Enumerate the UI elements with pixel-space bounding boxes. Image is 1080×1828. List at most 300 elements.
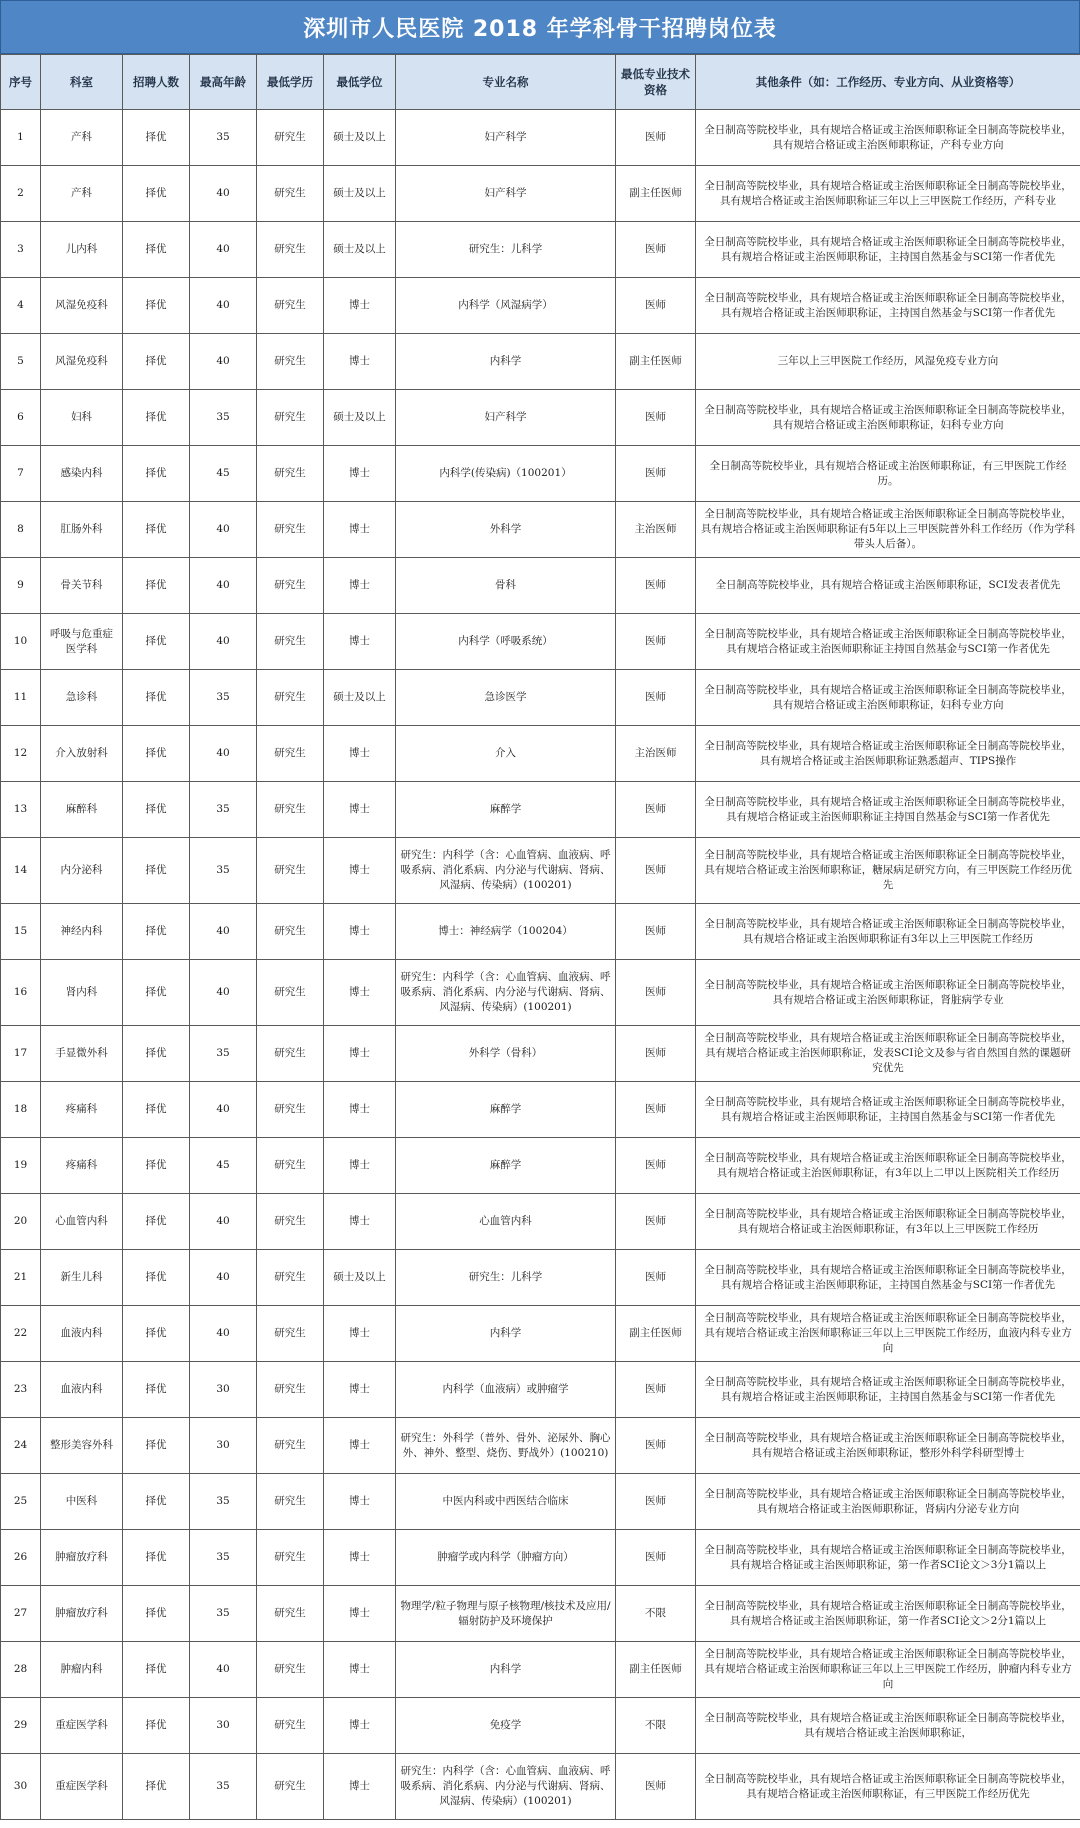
cell-other-conditions: 全日制高等院校毕业，具有规培合格证或主治医师职称证全日制高等院校毕业，具有规培合格证或主治医师职称证，有3年以上三甲医院工作经历 (696, 1194, 1080, 1250)
cell-min-degree: 博士 (324, 1026, 396, 1082)
table-row (1, 1362, 1080, 1418)
cell-max-age: 35 (190, 1530, 257, 1586)
cell-min-education: 研究生 (257, 390, 324, 446)
cell-min-education: 研究生 (257, 1250, 324, 1306)
cell-major: 介入 (396, 726, 616, 782)
cell-major: 麻醉学 (396, 1138, 616, 1194)
table-row (1, 1474, 1080, 1530)
cell-min-education: 研究生 (257, 1698, 324, 1754)
cell-department: 血液内科 (41, 1306, 123, 1362)
cell-count: 择优 (123, 838, 190, 904)
cell-other-conditions: 全日制高等院校毕业，具有规培合格证或主治医师职称证全日制高等院校毕业，具有规培合格证或主治医师职称证，主持国自然基金与SCI第一作者优先 (696, 222, 1080, 278)
cell-department: 骨关节科 (41, 558, 123, 614)
cell-major: 急诊医学 (396, 670, 616, 726)
cell-major: 妇产科学 (396, 390, 616, 446)
cell-department: 介入放射科 (41, 726, 123, 782)
cell-index: 15 (1, 904, 41, 960)
cell-index: 6 (1, 390, 41, 446)
cell-min-title: 医师 (616, 222, 696, 278)
cell-major: 研究生：儿科学 (396, 222, 616, 278)
cell-min-education: 研究生 (257, 1474, 324, 1530)
cell-max-age: 30 (190, 1418, 257, 1474)
cell-major: 内科学 (396, 334, 616, 390)
table-row (1, 166, 1080, 222)
cell-other-conditions: 全日制高等院校毕业，具有规培合格证或主治医师职称证全日制高等院校毕业，具有规培合格证或主治医师职称证三年以上三甲医院工作经历，肿瘤内科专业方向 (696, 1642, 1080, 1698)
cell-index: 29 (1, 1698, 41, 1754)
col-header-index: 序号 (1, 55, 41, 110)
cell-max-age: 35 (190, 1474, 257, 1530)
table-row (1, 278, 1080, 334)
table-row (1, 1138, 1080, 1194)
cell-min-degree: 博士 (324, 1586, 396, 1642)
cell-min-title: 医师 (616, 1194, 696, 1250)
col-header-min-degree: 最低学位 (324, 55, 396, 110)
cell-major: 博士：神经病学（100204） (396, 904, 616, 960)
cell-index: 21 (1, 1250, 41, 1306)
cell-max-age: 40 (190, 726, 257, 782)
cell-count: 择优 (123, 904, 190, 960)
cell-count: 择优 (123, 502, 190, 558)
cell-department: 急诊科 (41, 670, 123, 726)
cell-min-education: 研究生 (257, 502, 324, 558)
cell-major: 研究生：外科学（普外、骨外、泌尿外、胸心外、神外、整型、烧伤、野战外）(100210) (396, 1418, 616, 1474)
cell-index: 9 (1, 558, 41, 614)
cell-index: 28 (1, 1642, 41, 1698)
cell-min-title: 副主任医师 (616, 1306, 696, 1362)
cell-min-degree: 博士 (324, 726, 396, 782)
cell-max-age: 35 (190, 1754, 257, 1820)
cell-index: 1 (1, 110, 41, 166)
cell-department: 风湿免疫科 (41, 278, 123, 334)
cell-major: 骨科 (396, 558, 616, 614)
cell-count: 择优 (123, 1698, 190, 1754)
cell-count: 择优 (123, 558, 190, 614)
cell-count: 择优 (123, 278, 190, 334)
title-bar (0, 0, 1080, 54)
cell-min-degree: 博士 (324, 960, 396, 1026)
cell-count: 择优 (123, 1754, 190, 1820)
cell-min-title: 医师 (616, 614, 696, 670)
cell-department: 重症医学科 (41, 1754, 123, 1820)
cell-min-title: 医师 (616, 1138, 696, 1194)
cell-major: 内科学（呼吸系统） (396, 614, 616, 670)
table-row (1, 838, 1080, 904)
cell-other-conditions: 全日制高等院校毕业，具有规培合格证或主治医师职称证，有三甲医院工作经历。 (696, 446, 1080, 502)
page-title: 深圳市人民医院 2018 年学科骨干招聘岗位表 (303, 16, 777, 42)
cell-index: 16 (1, 960, 41, 1026)
cell-other-conditions: 三年以上三甲医院工作经历，风湿免疫专业方向 (696, 334, 1080, 390)
cell-major: 研究生：内科学（含：心血管病、血液病、呼吸系病、消化系病、内分泌与代谢病、肾病、风湿病、传染病）(100201) (396, 960, 616, 1026)
cell-index: 25 (1, 1474, 41, 1530)
cell-min-degree: 博士 (324, 614, 396, 670)
cell-major: 麻醉学 (396, 1082, 616, 1138)
cell-other-conditions: 全日制高等院校毕业，具有规培合格证或主治医师职称证全日制高等院校毕业，具有规培合格证或主治医师职称证，有3年以上二甲以上医院相关工作经历 (696, 1138, 1080, 1194)
cell-min-degree: 博士 (324, 1362, 396, 1418)
cell-min-degree: 博士 (324, 1530, 396, 1586)
cell-min-degree: 博士 (324, 558, 396, 614)
cell-count: 择优 (123, 166, 190, 222)
cell-count: 择优 (123, 1250, 190, 1306)
cell-min-education: 研究生 (257, 1642, 324, 1698)
cell-department: 麻醉科 (41, 782, 123, 838)
cell-department: 重症医学科 (41, 1698, 123, 1754)
table-row (1, 390, 1080, 446)
cell-count: 择优 (123, 1026, 190, 1082)
cell-department: 呼吸与危重症医学科 (41, 614, 123, 670)
cell-index: 11 (1, 670, 41, 726)
table-row (1, 1082, 1080, 1138)
cell-min-education: 研究生 (257, 1306, 324, 1362)
cell-other-conditions: 全日制高等院校毕业，具有规培合格证或主治医师职称证全日制高等院校毕业，具有规培合格证或主治医师职称证，整形外科学科研型博士 (696, 1418, 1080, 1474)
cell-min-title: 不限 (616, 1698, 696, 1754)
cell-min-education: 研究生 (257, 1362, 324, 1418)
cell-major: 研究生：内科学（含：心血管病、血液病、呼吸系病、消化系病、内分泌与代谢病、肾病、风湿病、传染病）(100201) (396, 838, 616, 904)
cell-other-conditions: 全日制高等院校毕业，具有规培合格证或主治医师职称证全日制高等院校毕业，具有规培合格证或主治医师职称证，妇科专业方向 (696, 390, 1080, 446)
table-row (1, 1586, 1080, 1642)
cell-major: 内科学（风湿病学） (396, 278, 616, 334)
cell-max-age: 45 (190, 446, 257, 502)
cell-min-degree: 博士 (324, 1138, 396, 1194)
cell-min-education: 研究生 (257, 446, 324, 502)
col-header-count: 招聘人数 (123, 55, 190, 110)
cell-count: 择优 (123, 222, 190, 278)
cell-department: 风湿免疫科 (41, 334, 123, 390)
table-row (1, 904, 1080, 960)
table-row (1, 334, 1080, 390)
table-row (1, 782, 1080, 838)
cell-major: 中医内科或中西医结合临床 (396, 1474, 616, 1530)
cell-min-title: 医师 (616, 278, 696, 334)
cell-other-conditions: 全日制高等院校毕业，具有规培合格证或主治医师职称证全日制高等院校毕业，具有规培合格证或主治医师职称证，发表SCI论文及参与省自然国自然的课题研究优先 (696, 1026, 1080, 1082)
cell-other-conditions: 全日制高等院校毕业，具有规培合格证或主治医师职称证全日制高等院校毕业，具有规培合格证或主治医师职称证，第一作者SCI论文＞3分1篇以上 (696, 1530, 1080, 1586)
cell-min-education: 研究生 (257, 1082, 324, 1138)
cell-min-title: 医师 (616, 110, 696, 166)
cell-other-conditions: 全日制高等院校毕业，具有规培合格证或主治医师职称证全日制高等院校毕业，具有规培合格证或主治医师职称证三年以上三甲医院工作经历，血液内科专业方向 (696, 1306, 1080, 1362)
cell-count: 择优 (123, 1082, 190, 1138)
cell-max-age: 35 (190, 838, 257, 904)
cell-count: 择优 (123, 1418, 190, 1474)
cell-min-degree: 博士 (324, 1698, 396, 1754)
cell-other-conditions: 全日制高等院校毕业，具有规培合格证或主治医师职称证全日制高等院校毕业，具有规培合格证或主治医师职称证，肾脏病学专业 (696, 960, 1080, 1026)
cell-min-education: 研究生 (257, 334, 324, 390)
cell-major: 内科学 (396, 1306, 616, 1362)
cell-count: 择优 (123, 1194, 190, 1250)
cell-count: 择优 (123, 390, 190, 446)
cell-min-degree: 硕士及以上 (324, 166, 396, 222)
cell-min-title: 医师 (616, 670, 696, 726)
cell-index: 22 (1, 1306, 41, 1362)
cell-index: 24 (1, 1418, 41, 1474)
cell-major: 肿瘤学或内科学（肿瘤方向） (396, 1530, 616, 1586)
cell-department: 产科 (41, 110, 123, 166)
cell-min-title: 医师 (616, 960, 696, 1026)
cell-max-age: 40 (190, 614, 257, 670)
cell-other-conditions: 全日制高等院校毕业，具有规培合格证或主治医师职称证全日制高等院校毕业，具有规培合格证或主治医师职称证，主持国自然基金与SCI第一作者优先 (696, 278, 1080, 334)
cell-major: 内科学 (396, 1642, 616, 1698)
cell-min-education: 研究生 (257, 166, 324, 222)
cell-min-education: 研究生 (257, 1754, 324, 1820)
cell-count: 择优 (123, 110, 190, 166)
cell-max-age: 40 (190, 904, 257, 960)
cell-min-education: 研究生 (257, 838, 324, 904)
cell-max-age: 40 (190, 960, 257, 1026)
cell-department: 疼痛科 (41, 1082, 123, 1138)
cell-max-age: 40 (190, 558, 257, 614)
cell-major: 麻醉学 (396, 782, 616, 838)
cell-min-education: 研究生 (257, 726, 324, 782)
cell-max-age: 45 (190, 1138, 257, 1194)
cell-department: 妇科 (41, 390, 123, 446)
cell-major: 外科学（骨科） (396, 1026, 616, 1082)
cell-department: 中医科 (41, 1474, 123, 1530)
table-row (1, 960, 1080, 1026)
cell-count: 择优 (123, 670, 190, 726)
cell-min-education: 研究生 (257, 960, 324, 1026)
header-row (1, 55, 1080, 110)
cell-other-conditions: 全日制高等院校毕业，具有规培合格证或主治医师职称证全日制高等院校毕业，具有规培合格证或主治医师职称证，主持国自然基金与SCI第一作者优先 (696, 1250, 1080, 1306)
cell-max-age: 40 (190, 166, 257, 222)
cell-department: 整形美容外科 (41, 1418, 123, 1474)
cell-department: 新生儿科 (41, 1250, 123, 1306)
cell-count: 择优 (123, 446, 190, 502)
cell-max-age: 40 (190, 502, 257, 558)
cell-min-title: 不限 (616, 1586, 696, 1642)
cell-min-degree: 博士 (324, 278, 396, 334)
cell-min-title: 医师 (616, 1474, 696, 1530)
table-row (1, 110, 1080, 166)
cell-other-conditions: 全日制高等院校毕业，具有规培合格证或主治医师职称证全日制高等院校毕业，具有规培合格证或主治医师职称证，有三甲医院工作经历优先 (696, 1754, 1080, 1820)
cell-index: 7 (1, 446, 41, 502)
cell-min-degree: 博士 (324, 904, 396, 960)
cell-department: 肿瘤内科 (41, 1642, 123, 1698)
cell-other-conditions: 全日制高等院校毕业，具有规培合格证或主治医师职称证，SCI发表者优先 (696, 558, 1080, 614)
table-row (1, 1194, 1080, 1250)
table-row (1, 1530, 1080, 1586)
cell-min-degree: 硕士及以上 (324, 1250, 396, 1306)
cell-min-education: 研究生 (257, 1026, 324, 1082)
cell-index: 17 (1, 1026, 41, 1082)
cell-index: 5 (1, 334, 41, 390)
cell-count: 择优 (123, 1530, 190, 1586)
cell-max-age: 35 (190, 390, 257, 446)
cell-major: 妇产科学 (396, 166, 616, 222)
cell-max-age: 35 (190, 1586, 257, 1642)
cell-department: 心血管内科 (41, 1194, 123, 1250)
positions-table (0, 54, 1080, 1820)
cell-min-title: 医师 (616, 1362, 696, 1418)
cell-min-title: 医师 (616, 558, 696, 614)
cell-min-degree: 博士 (324, 838, 396, 904)
cell-min-title: 主治医师 (616, 726, 696, 782)
cell-min-title: 医师 (616, 446, 696, 502)
cell-other-conditions: 全日制高等院校毕业，具有规培合格证或主治医师职称证全日制高等院校毕业，具有规培合格证或主治医师职称证，产科专业方向 (696, 110, 1080, 166)
col-header-min-education: 最低学历 (257, 55, 324, 110)
cell-index: 19 (1, 1138, 41, 1194)
cell-min-degree: 博士 (324, 334, 396, 390)
cell-other-conditions: 全日制高等院校毕业，具有规培合格证或主治医师职称证全日制高等院校毕业，具有规培合格证或主治医师职称证， (696, 1698, 1080, 1754)
cell-department: 血液内科 (41, 1362, 123, 1418)
cell-min-title: 医师 (616, 1418, 696, 1474)
cell-other-conditions: 全日制高等院校毕业，具有规培合格证或主治医师职称证全日制高等院校毕业，具有规培合格证或主治医师职称证主持国自然基金与SCI第一作者优先 (696, 614, 1080, 670)
cell-max-age: 40 (190, 1306, 257, 1362)
cell-min-degree: 博士 (324, 782, 396, 838)
cell-other-conditions: 全日制高等院校毕业，具有规培合格证或主治医师职称证全日制高等院校毕业，具有规培合格证或主治医师职称证，主持国自然基金与SCI第一作者优先 (696, 1362, 1080, 1418)
cell-max-age: 40 (190, 1082, 257, 1138)
cell-index: 13 (1, 782, 41, 838)
cell-index: 10 (1, 614, 41, 670)
cell-min-title: 副主任医师 (616, 1642, 696, 1698)
cell-department: 内分泌科 (41, 838, 123, 904)
cell-count: 择优 (123, 1138, 190, 1194)
cell-min-education: 研究生 (257, 614, 324, 670)
table-row (1, 222, 1080, 278)
cell-department: 肿瘤放疗科 (41, 1586, 123, 1642)
cell-department: 产科 (41, 166, 123, 222)
cell-min-title: 医师 (616, 1754, 696, 1820)
cell-department: 肛肠外科 (41, 502, 123, 558)
cell-min-degree: 博士 (324, 1194, 396, 1250)
cell-min-title: 医师 (616, 1530, 696, 1586)
cell-max-age: 30 (190, 1362, 257, 1418)
cell-major: 物理学/粒子物理与原子核物理/核技术及应用/辐射防护及环境保护 (396, 1586, 616, 1642)
cell-other-conditions: 全日制高等院校毕业，具有规培合格证或主治医师职称证全日制高等院校毕业，具有规培合格证或主治医师职称证主持国自然基金与SCI第一作者优先 (696, 782, 1080, 838)
cell-index: 8 (1, 502, 41, 558)
cell-index: 12 (1, 726, 41, 782)
col-header-department: 科室 (41, 55, 123, 110)
cell-count: 择优 (123, 334, 190, 390)
cell-min-education: 研究生 (257, 1138, 324, 1194)
cell-max-age: 35 (190, 110, 257, 166)
cell-other-conditions: 全日制高等院校毕业，具有规培合格证或主治医师职称证全日制高等院校毕业，具有规培合格证或主治医师职称证有5年以上三甲医院普外科工作经历（作为学科带头人后备）。 (696, 502, 1080, 558)
cell-min-education: 研究生 (257, 782, 324, 838)
cell-max-age: 30 (190, 1698, 257, 1754)
cell-other-conditions: 全日制高等院校毕业，具有规培合格证或主治医师职称证全日制高等院校毕业，具有规培合格证或主治医师职称证三年以上三甲医院工作经历，产科专业 (696, 166, 1080, 222)
cell-index: 3 (1, 222, 41, 278)
cell-major: 心血管内科 (396, 1194, 616, 1250)
cell-min-title: 医师 (616, 904, 696, 960)
cell-department: 肿瘤放疗科 (41, 1530, 123, 1586)
cell-min-degree: 博士 (324, 1754, 396, 1820)
cell-min-education: 研究生 (257, 558, 324, 614)
cell-other-conditions: 全日制高等院校毕业，具有规培合格证或主治医师职称证全日制高等院校毕业，具有规培合格证或主治医师职称证，肾病内分泌专业方向 (696, 1474, 1080, 1530)
cell-major: 外科学 (396, 502, 616, 558)
cell-department: 感染内科 (41, 446, 123, 502)
cell-min-education: 研究生 (257, 278, 324, 334)
cell-max-age: 35 (190, 670, 257, 726)
cell-count: 择优 (123, 1362, 190, 1418)
cell-major: 内科学(传染病)（100201） (396, 446, 616, 502)
cell-max-age: 40 (190, 1250, 257, 1306)
cell-min-title: 医师 (616, 782, 696, 838)
cell-max-age: 35 (190, 1026, 257, 1082)
cell-min-degree: 博士 (324, 1474, 396, 1530)
cell-min-title: 医师 (616, 390, 696, 446)
cell-max-age: 40 (190, 334, 257, 390)
table-row (1, 1642, 1080, 1698)
cell-max-age: 40 (190, 1642, 257, 1698)
cell-other-conditions: 全日制高等院校毕业，具有规培合格证或主治医师职称证全日制高等院校毕业，具有规培合格证或主治医师职称证熟悉超声、TIPS操作 (696, 726, 1080, 782)
cell-count: 择优 (123, 782, 190, 838)
cell-min-education: 研究生 (257, 110, 324, 166)
cell-index: 30 (1, 1754, 41, 1820)
col-header-other-conditions: 其他条件（如：工作经历、专业方向、从业资格等） (696, 55, 1080, 110)
table-row (1, 1698, 1080, 1754)
cell-max-age: 40 (190, 278, 257, 334)
cell-min-education: 研究生 (257, 1194, 324, 1250)
cell-min-education: 研究生 (257, 222, 324, 278)
cell-count: 择优 (123, 1642, 190, 1698)
cell-major: 妇产科学 (396, 110, 616, 166)
table-row (1, 446, 1080, 502)
table-row (1, 1418, 1080, 1474)
table-row (1, 502, 1080, 558)
cell-min-degree: 博士 (324, 446, 396, 502)
cell-index: 4 (1, 278, 41, 334)
cell-min-degree: 硕士及以上 (324, 110, 396, 166)
cell-min-title: 医师 (616, 1082, 696, 1138)
cell-count: 择优 (123, 1474, 190, 1530)
cell-index: 26 (1, 1530, 41, 1586)
cell-other-conditions: 全日制高等院校毕业，具有规培合格证或主治医师职称证全日制高等院校毕业，具有规培合格证或主治医师职称证，糖尿病足研究方向，有三甲医院工作经历优先 (696, 838, 1080, 904)
cell-index: 20 (1, 1194, 41, 1250)
cell-min-education: 研究生 (257, 1586, 324, 1642)
table-row (1, 670, 1080, 726)
cell-department: 神经内科 (41, 904, 123, 960)
cell-min-title: 副主任医师 (616, 166, 696, 222)
cell-min-title: 副主任医师 (616, 334, 696, 390)
cell-min-degree: 硕士及以上 (324, 390, 396, 446)
cell-min-title: 医师 (616, 1250, 696, 1306)
cell-min-title: 医师 (616, 1026, 696, 1082)
cell-min-title: 主治医师 (616, 502, 696, 558)
table-row (1, 1026, 1080, 1082)
cell-count: 择优 (123, 614, 190, 670)
table-row (1, 1306, 1080, 1362)
table-row (1, 1754, 1080, 1820)
table-row (1, 558, 1080, 614)
cell-index: 18 (1, 1082, 41, 1138)
col-header-major: 专业名称 (396, 55, 616, 110)
cell-department: 儿内科 (41, 222, 123, 278)
cell-min-education: 研究生 (257, 670, 324, 726)
cell-index: 27 (1, 1586, 41, 1642)
cell-other-conditions: 全日制高等院校毕业，具有规培合格证或主治医师职称证全日制高等院校毕业，具有规培合格证或主治医师职称证，第一作者SCI论文＞2分1篇以上 (696, 1586, 1080, 1642)
cell-major: 免疫学 (396, 1698, 616, 1754)
cell-count: 择优 (123, 726, 190, 782)
cell-other-conditions: 全日制高等院校毕业，具有规培合格证或主治医师职称证全日制高等院校毕业，具有规培合格证或主治医师职称证有3年以上三甲医院工作经历 (696, 904, 1080, 960)
col-header-max-age: 最高年龄 (190, 55, 257, 110)
cell-count: 择优 (123, 1586, 190, 1642)
cell-max-age: 40 (190, 222, 257, 278)
cell-min-degree: 博士 (324, 1418, 396, 1474)
cell-min-degree: 硕士及以上 (324, 222, 396, 278)
cell-min-education: 研究生 (257, 1418, 324, 1474)
cell-count: 择优 (123, 1306, 190, 1362)
cell-index: 14 (1, 838, 41, 904)
table-row (1, 614, 1080, 670)
cell-major: 内科学（血液病）或肿瘤学 (396, 1362, 616, 1418)
cell-other-conditions: 全日制高等院校毕业，具有规培合格证或主治医师职称证全日制高等院校毕业，具有规培合格证或主治医师职称证，妇科专业方向 (696, 670, 1080, 726)
cell-min-degree: 博士 (324, 1082, 396, 1138)
cell-min-education: 研究生 (257, 904, 324, 960)
cell-major: 研究生：儿科学 (396, 1250, 616, 1306)
cell-max-age: 40 (190, 1194, 257, 1250)
cell-min-degree: 博士 (324, 1306, 396, 1362)
cell-max-age: 35 (190, 782, 257, 838)
cell-index: 23 (1, 1362, 41, 1418)
cell-min-degree: 博士 (324, 1642, 396, 1698)
table-row (1, 1250, 1080, 1306)
